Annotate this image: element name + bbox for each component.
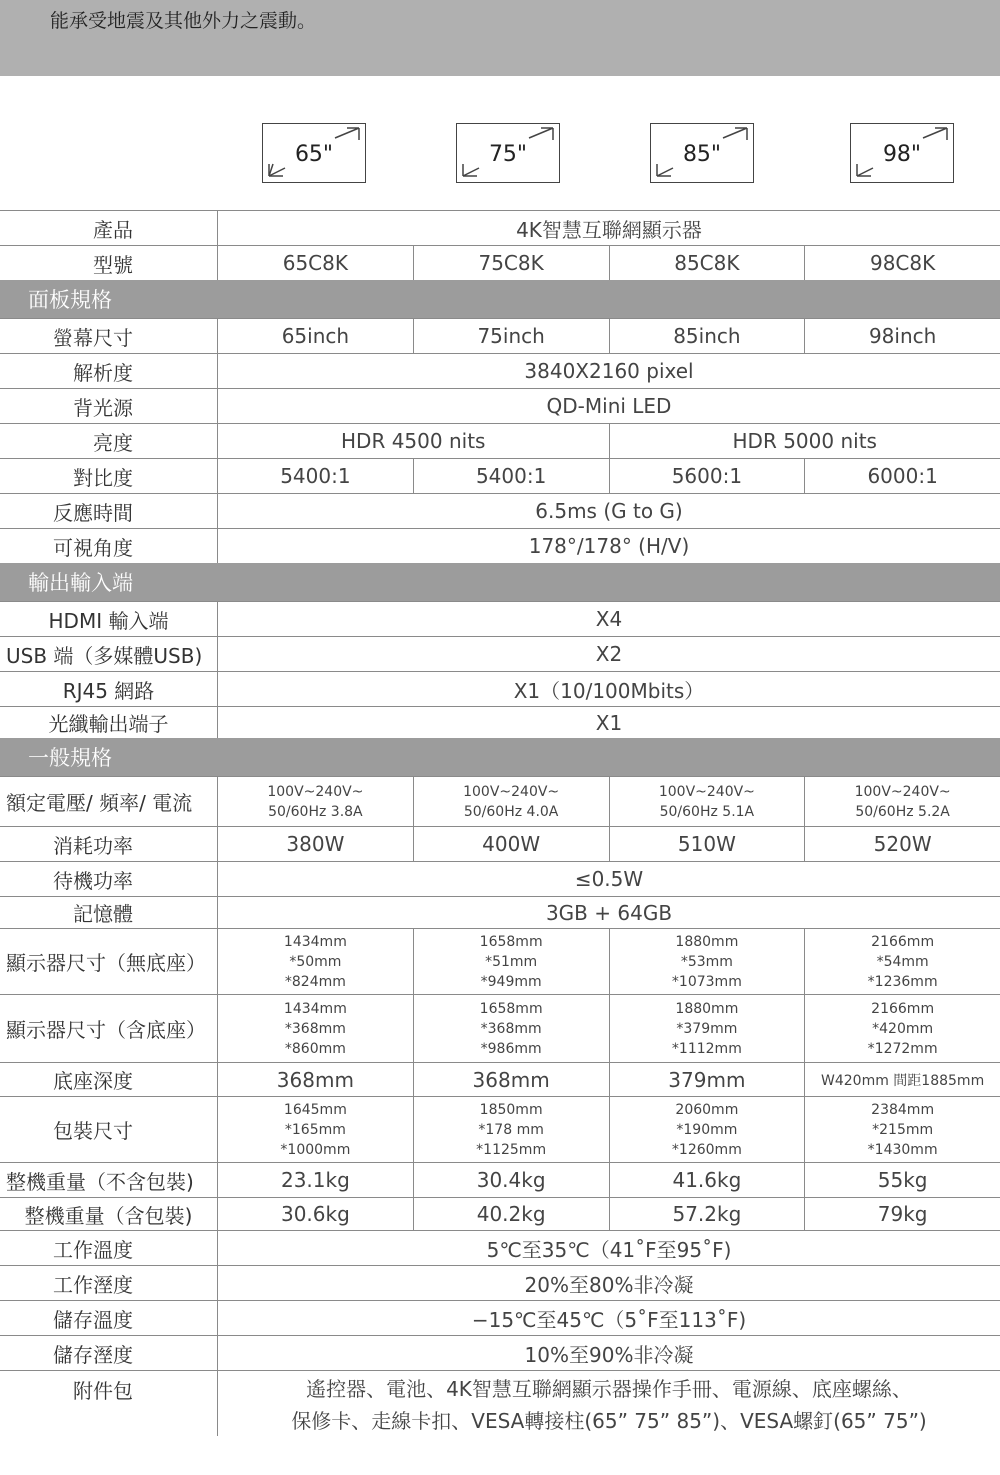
cell-line: 1880mm (675, 1000, 739, 1017)
cell: 65C8K (218, 246, 414, 280)
row-store-temp (0, 1300, 1000, 1335)
cell (610, 929, 806, 994)
row-stand-depth (0, 1062, 1000, 1096)
row-resolution (0, 353, 1000, 388)
cell-line: *824mm (284, 973, 346, 990)
cell-line: *51mm (485, 953, 538, 970)
row-value: 10%至90%非冷凝 (524, 1342, 694, 1367)
row-label: 對比度 (0, 459, 218, 493)
row-value: −15℃至45℃（5˚F至113˚F) (471, 1307, 747, 1332)
cell-line: 50/60Hz 5.1A (659, 803, 755, 820)
row-label: 背光源 (0, 389, 218, 423)
cell: W420mm 間距1885mm (821, 1072, 985, 1089)
cell-line: *368mm (480, 1020, 542, 1037)
row-label: 可視角度 (0, 529, 218, 563)
cell-line: *54mm (876, 953, 929, 970)
cell (414, 929, 610, 994)
size-label: 75" (488, 142, 528, 167)
cell (805, 995, 1000, 1062)
cell: 5400:1 (218, 459, 414, 493)
cell-line: *1236mm (867, 973, 938, 990)
row-standby (0, 861, 1000, 896)
section-panel: 面板規格 (0, 280, 1000, 318)
cell: 41.6kg (610, 1163, 806, 1197)
cell-line: 1658mm (479, 933, 543, 950)
cell-line: 2166mm (871, 933, 935, 950)
row-label: 產品 (0, 211, 218, 245)
cell-line: 50/60Hz 3.8A (268, 803, 363, 820)
size-98-icon (850, 123, 954, 183)
cell: 510W (610, 827, 806, 861)
cell-line: 1880mm (675, 933, 739, 950)
row-op-humidity (0, 1265, 1000, 1300)
cell: 380W (218, 827, 414, 861)
row-label: 反應時間 (0, 494, 218, 528)
cell-line: 50/60Hz 4.0A (463, 803, 559, 820)
row-label: 解析度 (0, 354, 218, 388)
cell-line: *165mm (284, 1121, 346, 1138)
cell (610, 995, 806, 1062)
row-optical (0, 706, 1000, 738)
row-label: 儲存溼度 (0, 1336, 218, 1370)
row-label: 光纖輸出端子 (0, 707, 218, 738)
cell (414, 777, 610, 826)
row-rj45 (0, 671, 1000, 706)
cell: 79kg (877, 1202, 928, 1226)
cell (218, 777, 414, 826)
cell-line: *1430mm (867, 1141, 938, 1158)
row-consumption (0, 826, 1000, 861)
row-value: 3840X2160 pixel (524, 359, 694, 383)
row-label: USB 端（多媒體USB) (0, 637, 218, 671)
row-usb (0, 636, 1000, 671)
cell (218, 929, 414, 994)
cell: 30.6kg (218, 1198, 414, 1230)
cell-line: *1112mm (671, 1040, 742, 1057)
row-label: 附件包 (0, 1371, 218, 1436)
cell-line: 2166mm (871, 1000, 935, 1017)
row-value: X2 (595, 642, 623, 666)
row-weight-gross (0, 1197, 1000, 1230)
row-value: X1（10/100Mbits） (513, 678, 705, 703)
row-store-humidity (0, 1335, 1000, 1370)
accessories-text (218, 1371, 1000, 1436)
cell-line: *1073mm (671, 973, 742, 990)
row-label: 包裝尺寸 (0, 1097, 218, 1162)
cell-line: *178 mm (478, 1121, 544, 1138)
cell-line: 100V~240V~ (267, 783, 364, 800)
cell: 368mm (218, 1063, 414, 1096)
cell-line: *986mm (480, 1040, 542, 1057)
cell-line: *1272mm (867, 1040, 938, 1057)
row-weight-net (0, 1162, 1000, 1197)
row-label: 待機功率 (0, 862, 218, 896)
row-label: 工作溼度 (0, 1266, 218, 1300)
cell: 55kg (877, 1168, 928, 1192)
row-accessories (0, 1370, 1000, 1436)
cell (218, 995, 414, 1062)
cell: 400W (414, 827, 610, 861)
row-dim-stand (0, 994, 1000, 1062)
accessories-line: 保修卡、走線卡扣、VESA轉接柱(65” 75” 85”)、VESA螺釘(65” 75”) (291, 1409, 927, 1433)
row-label: 額定電壓/ 頻率/ 電流 (0, 777, 218, 826)
cell: 85inch (610, 319, 806, 353)
section-io: 輸出輸入端 (0, 563, 1000, 601)
size-75-icon (456, 123, 560, 183)
row-screen-size (0, 318, 1000, 353)
cell (414, 1097, 610, 1162)
row-value: 20%至80%非冷凝 (524, 1272, 694, 1297)
cell: 40.2kg (414, 1198, 610, 1230)
banner-text: 能承受地震及其他外力之震動。 (50, 10, 317, 32)
cell-line: *949mm (480, 973, 542, 990)
row-label: 整機重量（不含包裝) (0, 1163, 218, 1197)
row-contrast (0, 458, 1000, 493)
cell-line: *379mm (676, 1020, 738, 1037)
row-value: QD-Mini LED (546, 394, 672, 418)
row-label: 顯示器尺寸（含底座） (0, 995, 218, 1062)
cell-line: *190mm (676, 1121, 738, 1138)
accessories-line: 遙控器、電池、4K智慧互聯網顯示器操作手冊、電源線、底座螺絲、 (306, 1377, 912, 1401)
cell: 75C8K (414, 246, 610, 280)
row-label: 記憶體 (0, 897, 218, 928)
cell-line: 1658mm (479, 1000, 543, 1017)
row-value: 5℃至35℃（41˚F至95˚F) (486, 1237, 732, 1262)
row-value: X1 (595, 710, 623, 735)
cell-line: 2384mm (871, 1101, 935, 1118)
cell-line: 100V~240V~ (854, 783, 951, 800)
cell-line: 50/60Hz 5.2A (855, 803, 950, 820)
row-value: 4K智慧互聯網顯示器 (516, 217, 702, 242)
row-label: 整機重量（含包裝) (0, 1198, 218, 1230)
row-brightness (0, 423, 1000, 458)
cell-line: 100V~240V~ (658, 783, 755, 800)
cell (805, 929, 1000, 994)
row-value: X4 (595, 607, 623, 631)
cell-line: 100V~240V~ (463, 783, 560, 800)
row-label: HDMI 輸入端 (0, 602, 218, 636)
row-op-temp (0, 1230, 1000, 1265)
cell-line: *215mm (872, 1121, 934, 1138)
cell: 30.4kg (414, 1163, 610, 1197)
cell-line: *860mm (284, 1040, 346, 1057)
cell (414, 995, 610, 1062)
cell-line: 2060mm (675, 1101, 739, 1118)
cell: 57.2kg (610, 1198, 806, 1230)
row-dim-no-stand (0, 928, 1000, 994)
row-label: RJ45 網路 (0, 672, 218, 706)
cell: HDR 5000 nits (732, 429, 877, 453)
row-label: 顯示器尺寸（無底座） (0, 929, 218, 994)
cell (805, 777, 1000, 826)
row-model (0, 245, 1000, 280)
row-memory (0, 896, 1000, 928)
cell: 98C8K (869, 251, 936, 275)
cell-line: *1260mm (671, 1141, 742, 1158)
cell: 98inch (868, 324, 937, 348)
cell-line: 1434mm (283, 933, 347, 950)
row-hdmi (0, 601, 1000, 636)
cell: 520W (873, 832, 932, 856)
row-label: 亮度 (0, 424, 218, 458)
cell-line: 1434mm (283, 1000, 347, 1017)
cell-line: *1125mm (476, 1141, 547, 1158)
row-power-rating (0, 776, 1000, 826)
row-value: ≤0.5W (574, 867, 644, 891)
cell: 75inch (414, 319, 610, 353)
row-label: 螢幕尺寸 (0, 319, 218, 353)
cell-line: 1850mm (479, 1101, 543, 1118)
row-value: 3GB + 64GB (545, 900, 673, 925)
cell: 368mm (414, 1063, 610, 1096)
cell-line: 1645mm (283, 1101, 347, 1118)
cell: 23.1kg (218, 1163, 414, 1197)
size-label: 85" (682, 142, 722, 167)
row-response (0, 493, 1000, 528)
cell: 65inch (218, 319, 414, 353)
row-label: 底座深度 (0, 1063, 218, 1096)
cell-line: *420mm (872, 1020, 934, 1037)
cell: 5600:1 (610, 459, 806, 493)
cell: 85C8K (610, 246, 806, 280)
row-label: 工作溫度 (0, 1231, 218, 1265)
row-label: 消耗功率 (0, 827, 218, 861)
cell-line: *1000mm (280, 1141, 351, 1158)
cell-line: *368mm (284, 1020, 346, 1037)
row-viewing (0, 528, 1000, 563)
cell: HDR 4500 nits (218, 424, 610, 458)
top-banner (0, 0, 1000, 76)
row-package (0, 1096, 1000, 1162)
cell-line: *53mm (680, 953, 733, 970)
section-general: 一般規格 (0, 738, 1000, 776)
cell: 6000:1 (867, 464, 938, 488)
cell (610, 1097, 806, 1162)
cell: 379mm (610, 1063, 806, 1096)
cell (218, 1097, 414, 1162)
cell (805, 1097, 1000, 1162)
row-value: 6.5ms (G to G) (535, 499, 683, 523)
size-label: 65" (294, 142, 334, 167)
row-label: 儲存溫度 (0, 1301, 218, 1335)
row-label: 型號 (0, 246, 218, 280)
row-product (0, 210, 1000, 245)
cell-line: *50mm (289, 953, 342, 970)
row-value: 178°/178° (H/V) (528, 534, 690, 558)
cell: 5400:1 (414, 459, 610, 493)
row-backlight (0, 388, 1000, 423)
size-65-icon (262, 123, 366, 183)
cell (610, 777, 806, 826)
size-label: 98" (882, 142, 922, 167)
size-85-icon (650, 123, 754, 183)
